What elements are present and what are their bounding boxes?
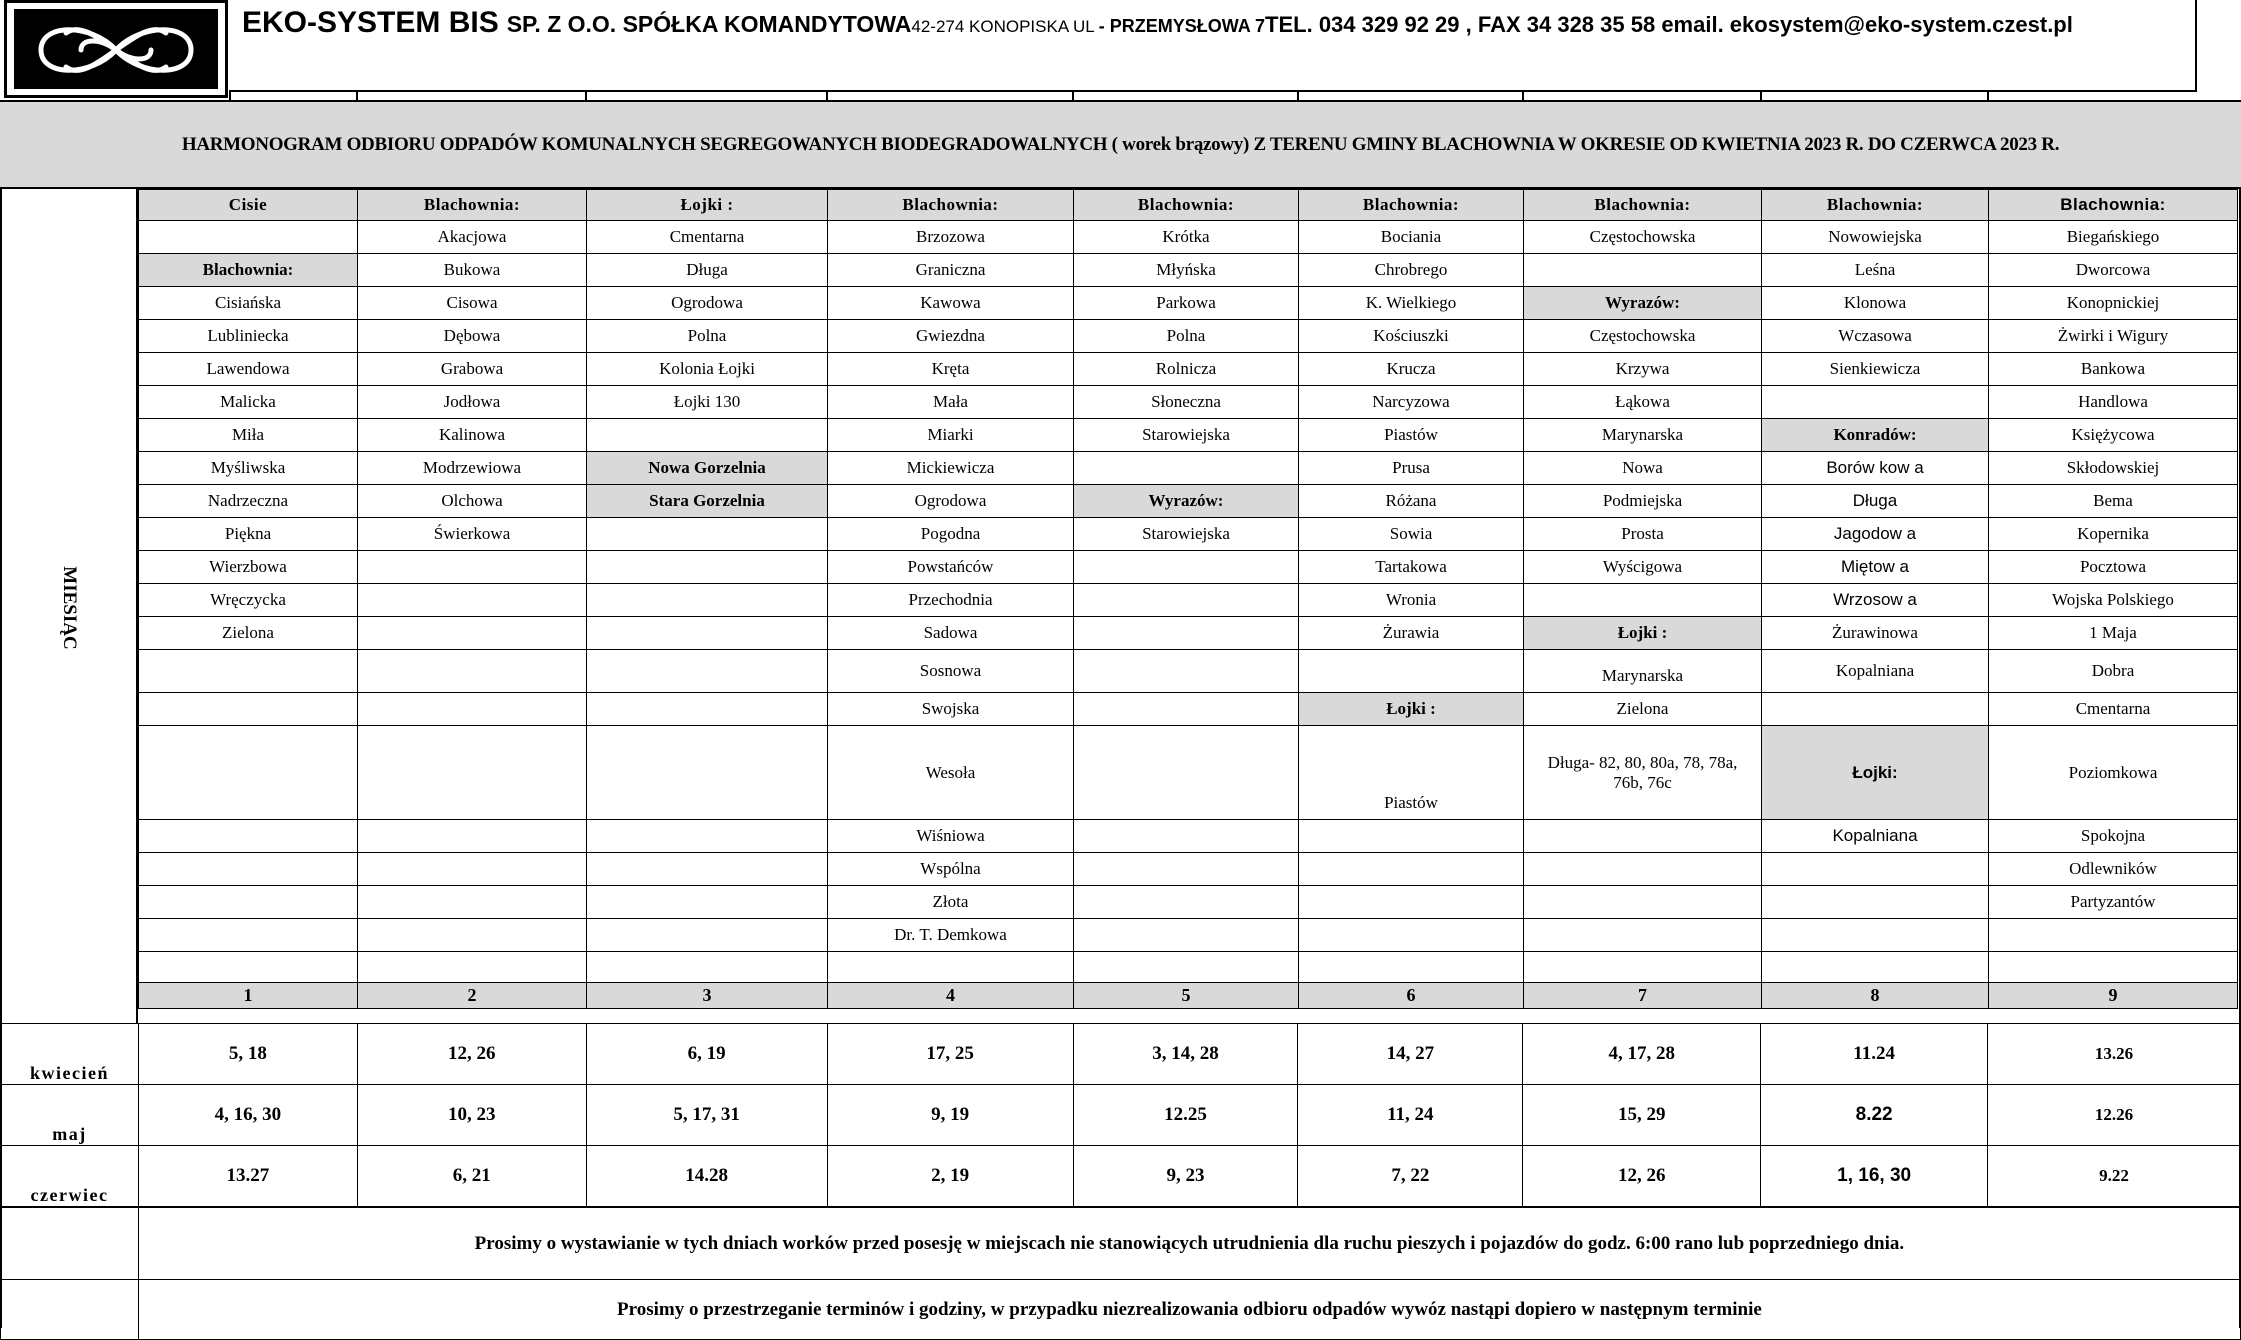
street-cell xyxy=(1762,952,1989,983)
street-cell: Dębowa xyxy=(358,320,587,353)
note-spacer-cell xyxy=(1,1208,139,1280)
collection-dates-cell: 9.22 xyxy=(1988,1146,2241,1207)
street-cell: Kolonia Łojki xyxy=(587,353,828,386)
column-number-cell: 3 xyxy=(587,983,828,1009)
collection-dates-cell: 14.28 xyxy=(586,1146,827,1207)
street-cell: Złota xyxy=(828,886,1074,919)
street-cell: Swojska xyxy=(828,693,1074,726)
month-column-label: MIESIĄC xyxy=(59,566,80,650)
street-cell xyxy=(587,853,828,886)
street-cell: Krucza xyxy=(1299,353,1524,386)
street-cell: Stara Gorzelnia xyxy=(587,485,828,518)
street-cell: Piastów xyxy=(1299,419,1524,452)
street-row xyxy=(139,820,2238,853)
street-cell xyxy=(587,650,828,693)
street-cell: Miętow a xyxy=(1762,551,1989,584)
letterhead xyxy=(0,0,2241,100)
street-cell: Grabowa xyxy=(358,353,587,386)
street-cell: Sienkiewicza xyxy=(1762,353,1989,386)
street-cell xyxy=(1299,650,1524,693)
street-cell: Nowa xyxy=(1524,452,1762,485)
street-row xyxy=(139,919,2238,952)
street-cell: Modrzewiowa xyxy=(358,452,587,485)
street-cell: Krzywa xyxy=(1524,353,1762,386)
street-cell: Dr. T. Demkowa xyxy=(828,919,1074,952)
collection-dates-cell: 4, 17, 28 xyxy=(1523,1024,1761,1085)
street-cell: Poziomkowa xyxy=(1989,726,2238,820)
street-cell: Rolnicza xyxy=(1074,353,1299,386)
street-cell: Olchowa xyxy=(358,485,587,518)
note-placement: Prosimy o wystawianie w tych dniach worków przed posesję w miejscach nie stanowiących utrudnienia dla ruchu pieszych i pojazdów do godz. 6:00 rano lub poprzedniego dnia. xyxy=(138,1208,2240,1280)
company-address: 42-274 KONOPISKA UL xyxy=(911,17,1095,36)
street-cell xyxy=(358,952,587,983)
street-cell: Ogrodowa xyxy=(828,485,1074,518)
street-cell xyxy=(1074,820,1299,853)
street-row xyxy=(139,221,2238,254)
street-cell: Prosta xyxy=(1524,518,1762,551)
street-cell xyxy=(358,726,587,820)
street-cell: Wspólna xyxy=(828,853,1074,886)
street-cell: Cmentarna xyxy=(587,221,828,254)
street-cell: Młyńska xyxy=(1074,254,1299,287)
street-cell: Podmiejska xyxy=(1524,485,1762,518)
street-cell xyxy=(1762,919,1989,952)
street-cell: Kościuszki xyxy=(1299,320,1524,353)
street-cell xyxy=(1762,386,1989,419)
street-cell: Partyzantów xyxy=(1989,886,2238,919)
month-name: czerwiec xyxy=(1,1146,139,1207)
street-cell xyxy=(1074,584,1299,617)
collection-dates-cell: 5, 17, 31 xyxy=(586,1085,827,1146)
street-cell xyxy=(139,952,358,983)
street-cell: Wyrazów: xyxy=(1074,485,1299,518)
street-row xyxy=(139,952,2238,983)
company-legal-form: SP. Z O.O. SPÓŁKA KOMANDYTOWA xyxy=(506,11,912,37)
street-cell: Biegańskiego xyxy=(1989,221,2238,254)
street-cell: Blachownia: xyxy=(139,254,358,287)
street-cell xyxy=(1524,886,1762,919)
street-cell xyxy=(587,584,828,617)
schedule-title-band xyxy=(0,100,2241,189)
street-cell: Wyścigowa xyxy=(1524,551,1762,584)
area-header-cell: Blachownia: xyxy=(1074,190,1299,221)
collection-dates-cell: 12, 26 xyxy=(357,1024,586,1085)
street-cell: Starowiejska xyxy=(1074,419,1299,452)
collection-dates-cell: 13.26 xyxy=(1988,1024,2241,1085)
area-header-cell: Blachownia: xyxy=(1524,190,1762,221)
street-cell: Borów kow a xyxy=(1762,452,1989,485)
street-cell: Odlewników xyxy=(1989,853,2238,886)
note-row xyxy=(1,1208,2241,1280)
street-cell: Mała xyxy=(828,386,1074,419)
street-cell: Wojska Polskiego xyxy=(1989,584,2238,617)
street-cell: Długa xyxy=(1762,485,1989,518)
area-header-cell: Blachownia: xyxy=(1299,190,1524,221)
street-cell: Sosnowa xyxy=(828,650,1074,693)
note-deadlines: Prosimy o przestrzeganie terminów i godziny, w przypadku niezrealizowania odbioru odpadów wywóz nastąpi dopiero w następnym terminie xyxy=(138,1280,2240,1340)
notes-table xyxy=(0,1207,2241,1340)
street-cell: Malicka xyxy=(139,386,358,419)
street-cell xyxy=(358,551,587,584)
street-cell xyxy=(1524,820,1762,853)
street-cell: Żwirki i Wigury xyxy=(1989,320,2238,353)
street-cell: Kalinowa xyxy=(358,419,587,452)
street-cell: Zielona xyxy=(1524,693,1762,726)
street-cell xyxy=(1074,952,1299,983)
collection-dates-cell: 6, 19 xyxy=(586,1024,827,1085)
collection-dates-cell: 1, 16, 30 xyxy=(1761,1146,1988,1207)
street-cell xyxy=(1074,726,1299,820)
area-header-cell: Blachownia: xyxy=(1762,190,1989,221)
street-cell: Parkowa xyxy=(1074,287,1299,320)
street-cell: Brzozowa xyxy=(828,221,1074,254)
street-cell: Miła xyxy=(139,419,358,452)
month-row xyxy=(1,1085,2241,1146)
company-logo xyxy=(4,0,228,98)
street-cell: Łojki : xyxy=(1299,693,1524,726)
street-cell: Graniczna xyxy=(828,254,1074,287)
column-number-cell: 1 xyxy=(139,983,358,1009)
street-cell: Akacjowa xyxy=(358,221,587,254)
street-cell xyxy=(587,551,828,584)
street-cell xyxy=(1299,952,1524,983)
company-info-line xyxy=(242,6,2192,46)
street-cell: Długa- 82, 80, 80a, 78, 78a, 76b, 76c xyxy=(1524,726,1762,820)
street-cell: Częstochowska xyxy=(1524,221,1762,254)
street-cell: Prusa xyxy=(1299,452,1524,485)
street-cell: Jodłowa xyxy=(358,386,587,419)
month-row xyxy=(1,1146,2241,1207)
street-cell: Klonowa xyxy=(1762,287,1989,320)
column-number-cell: 5 xyxy=(1074,983,1299,1009)
street-cell xyxy=(1299,886,1524,919)
street-cell xyxy=(1524,584,1762,617)
collection-dates-cell: 5, 18 xyxy=(138,1024,357,1085)
street-cell: Cisiańska xyxy=(139,287,358,320)
street-cell: Kopalniana xyxy=(1762,650,1989,693)
street-cell: Nadrzeczna xyxy=(139,485,358,518)
street-row xyxy=(139,584,2238,617)
street-cell xyxy=(1989,919,2238,952)
note-spacer-cell xyxy=(1,1280,139,1340)
street-cell xyxy=(139,693,358,726)
street-row xyxy=(139,419,2238,452)
street-cell: Łojki 130 xyxy=(587,386,828,419)
street-cell: Długa xyxy=(587,254,828,287)
street-cell: Bankowa xyxy=(1989,353,2238,386)
knot-logo-icon xyxy=(21,13,211,87)
street-cell: Polna xyxy=(587,320,828,353)
street-cell: Łąkowa xyxy=(1524,386,1762,419)
street-cell: Mickiewicza xyxy=(828,452,1074,485)
street-cell: Cisowa xyxy=(358,287,587,320)
street-cell xyxy=(139,853,358,886)
street-cell: Zielona xyxy=(139,617,358,650)
collection-dates-cell: 8.22 xyxy=(1761,1085,1988,1146)
street-row xyxy=(139,386,2238,419)
street-cell: Pogodna xyxy=(828,518,1074,551)
street-cell: Cmentarna xyxy=(1989,693,2238,726)
street-cell: Lubliniecka xyxy=(139,320,358,353)
street-cell: Leśna xyxy=(1762,254,1989,287)
collection-dates-cell: 14, 27 xyxy=(1298,1024,1523,1085)
collection-dates-table xyxy=(0,1023,2241,1207)
street-cell xyxy=(1074,693,1299,726)
street-cell: Dworcowa xyxy=(1989,254,2238,287)
street-cell: Jagodow a xyxy=(1762,518,1989,551)
street-cell: Lawendowa xyxy=(139,353,358,386)
street-cell xyxy=(1762,886,1989,919)
street-cell: Marynarska xyxy=(1524,419,1762,452)
street-cell xyxy=(1524,952,1762,983)
street-cell: Żurawinowa xyxy=(1762,617,1989,650)
collection-dates-cell: 13.27 xyxy=(138,1146,357,1207)
month-name: maj xyxy=(1,1085,139,1146)
street-cell xyxy=(1299,919,1524,952)
street-cell: Piękna xyxy=(139,518,358,551)
street-cell: 1 Maja xyxy=(1989,617,2238,650)
street-cell: Bukowa xyxy=(358,254,587,287)
collection-dates-cell: 3, 14, 28 xyxy=(1073,1024,1298,1085)
street-cell xyxy=(587,518,828,551)
street-cell: Sadowa xyxy=(828,617,1074,650)
street-cell xyxy=(358,693,587,726)
street-row xyxy=(139,726,2238,820)
street-cell: Gwiezdna xyxy=(828,320,1074,353)
street-cell: Nowowiejska xyxy=(1762,221,1989,254)
street-cell xyxy=(358,820,587,853)
header-column-ticks xyxy=(229,92,2197,100)
street-cell: Nowa Gorzelnia xyxy=(587,452,828,485)
street-cell xyxy=(1524,919,1762,952)
street-cell xyxy=(358,650,587,693)
collection-dates-cell: 6, 21 xyxy=(357,1146,586,1207)
street-cell xyxy=(828,952,1074,983)
collection-dates-cell: 10, 23 xyxy=(357,1085,586,1146)
street-row xyxy=(139,693,2238,726)
street-row xyxy=(139,320,2238,353)
company-address-street: - PRZEMYSŁOWA 7 xyxy=(1098,16,1266,36)
street-row xyxy=(139,650,2238,693)
street-cell: Wrzosow a xyxy=(1762,584,1989,617)
street-cell xyxy=(1074,551,1299,584)
column-number-row xyxy=(139,983,2238,1009)
collection-dates-cell: 9, 23 xyxy=(1073,1146,1298,1207)
street-cell: Konopnickiej xyxy=(1989,287,2238,320)
street-cell: Skłodowskiej xyxy=(1989,452,2238,485)
street-cell: Kręta xyxy=(828,353,1074,386)
month-row xyxy=(1,1024,2241,1085)
street-cell xyxy=(587,886,828,919)
street-cell: Ogrodowa xyxy=(587,287,828,320)
street-cell xyxy=(1762,853,1989,886)
street-cell: Łojki: xyxy=(1762,726,1989,820)
schedule-title: HARMONOGRAM ODBIORU ODPADÓW KOMUNALNYCH SEGREGOWANYCH BIODEGRADOWALNYCH ( worek brązowy) Z TERENU GMINY BLACHOWNIA W OKRESIE OD KWIETNIA 2023 R. DO CZERWCA 2023 R. xyxy=(181,133,2060,155)
street-cell: Dobra xyxy=(1989,650,2238,693)
street-cell: Kopalniana xyxy=(1762,820,1989,853)
street-cell: Krótka xyxy=(1074,221,1299,254)
street-cell xyxy=(1524,853,1762,886)
note-row xyxy=(1,1280,2241,1340)
column-number-cell: 2 xyxy=(358,983,587,1009)
street-cell xyxy=(139,650,358,693)
street-cell xyxy=(139,919,358,952)
street-cell xyxy=(587,952,828,983)
collection-dates-cell: 4, 16, 30 xyxy=(138,1085,357,1146)
column-number-cell: 7 xyxy=(1524,983,1762,1009)
street-header-row xyxy=(139,190,2238,221)
street-cell xyxy=(587,726,828,820)
street-cell xyxy=(1074,886,1299,919)
company-name: EKO-SYSTEM BIS xyxy=(242,6,499,39)
street-cell xyxy=(1989,952,2238,983)
street-cell: Powstańców xyxy=(828,551,1074,584)
street-cell: Przechodnia xyxy=(828,584,1074,617)
street-cell: Słoneczna xyxy=(1074,386,1299,419)
street-cell: Kawowa xyxy=(828,287,1074,320)
street-cell xyxy=(139,726,358,820)
column-number-cell: 4 xyxy=(828,983,1074,1009)
collection-dates-cell: 7, 22 xyxy=(1298,1146,1523,1207)
street-cell xyxy=(358,853,587,886)
collection-dates-cell: 12.25 xyxy=(1073,1085,1298,1146)
street-cell: Spokojna xyxy=(1989,820,2238,853)
street-cell: Handlowa xyxy=(1989,386,2238,419)
month-name: kwiecień xyxy=(1,1024,139,1085)
collection-dates-cell: 11.24 xyxy=(1761,1024,1988,1085)
collection-dates-cell: 9, 19 xyxy=(827,1085,1073,1146)
street-row xyxy=(139,886,2238,919)
area-header-cell: Blachownia: xyxy=(358,190,587,221)
street-cell xyxy=(1074,853,1299,886)
column-number-cell: 9 xyxy=(1989,983,2238,1009)
street-row xyxy=(139,518,2238,551)
street-cell xyxy=(358,617,587,650)
street-row xyxy=(139,485,2238,518)
collection-dates-cell: 11, 24 xyxy=(1298,1085,1523,1146)
street-cell xyxy=(1299,820,1524,853)
street-row xyxy=(139,254,2238,287)
street-cell: Sowia xyxy=(1299,518,1524,551)
street-cell xyxy=(139,221,358,254)
street-cell: Kopernika xyxy=(1989,518,2238,551)
street-row xyxy=(139,353,2238,386)
street-cell: Piastów xyxy=(1299,726,1524,820)
company-contact: TEL. 034 329 92 29 , FAX 34 328 35 58 email. ekosystem@eko-system.czest.pl xyxy=(1265,12,2073,37)
collection-dates-cell: 12.26 xyxy=(1988,1085,2241,1146)
column-number-cell: 8 xyxy=(1762,983,1989,1009)
street-cell: Miarki xyxy=(828,419,1074,452)
street-cell xyxy=(1074,650,1299,693)
column-number-cell: 6 xyxy=(1299,983,1524,1009)
area-header-cell: Łojki : xyxy=(587,190,828,221)
collection-dates-cell: 15, 29 xyxy=(1523,1085,1761,1146)
street-cell: Myśliwska xyxy=(139,452,358,485)
street-cell: Różana xyxy=(1299,485,1524,518)
street-cell: Wierzbowa xyxy=(139,551,358,584)
streets-table xyxy=(138,189,2238,1009)
area-header-cell: Blachownia: xyxy=(828,190,1074,221)
street-cell: Polna xyxy=(1074,320,1299,353)
street-cell xyxy=(1299,853,1524,886)
street-cell xyxy=(358,584,587,617)
street-row xyxy=(139,551,2238,584)
street-cell: Wiśniowa xyxy=(828,820,1074,853)
street-cell xyxy=(1762,693,1989,726)
street-cell: Starowiejska xyxy=(1074,518,1299,551)
street-cell xyxy=(1074,617,1299,650)
street-cell xyxy=(139,820,358,853)
street-cell xyxy=(587,820,828,853)
street-cell: Księżycowa xyxy=(1989,419,2238,452)
street-cell: Wesoła xyxy=(828,726,1074,820)
street-cell: Bociania xyxy=(1299,221,1524,254)
street-cell: Wręczycka xyxy=(139,584,358,617)
street-row xyxy=(139,287,2238,320)
street-row xyxy=(139,452,2238,485)
street-cell xyxy=(587,693,828,726)
street-cell xyxy=(587,919,828,952)
street-cell xyxy=(358,886,587,919)
street-cell: Pocztowa xyxy=(1989,551,2238,584)
street-cell: Wczasowa xyxy=(1762,320,1989,353)
street-cell: Konradów: xyxy=(1762,419,1989,452)
street-cell: Bema xyxy=(1989,485,2238,518)
street-cell xyxy=(587,617,828,650)
collection-dates-cell: 17, 25 xyxy=(827,1024,1073,1085)
street-cell: Marynarska xyxy=(1524,650,1762,693)
street-cell xyxy=(358,919,587,952)
street-cell: Wyrazów: xyxy=(1524,287,1762,320)
street-cell: Wronia xyxy=(1299,584,1524,617)
street-cell: K. Wielkiego xyxy=(1299,287,1524,320)
street-cell: Tartakowa xyxy=(1299,551,1524,584)
street-cell: Narcyzowa xyxy=(1299,386,1524,419)
street-cell xyxy=(587,419,828,452)
collection-dates-cell: 12, 26 xyxy=(1523,1146,1761,1207)
area-header-cell: Cisie xyxy=(139,190,358,221)
area-header-cell: Blachownia: xyxy=(1989,190,2238,221)
street-cell: Świerkowa xyxy=(358,518,587,551)
street-cell: Łojki : xyxy=(1524,617,1762,650)
street-cell xyxy=(1074,452,1299,485)
street-cell xyxy=(1524,254,1762,287)
street-cell: Chrobrego xyxy=(1299,254,1524,287)
street-row xyxy=(139,617,2238,650)
collection-dates-cell: 2, 19 xyxy=(827,1146,1073,1207)
street-cell xyxy=(1074,919,1299,952)
street-row xyxy=(139,853,2238,886)
street-cell: Częstochowska xyxy=(1524,320,1762,353)
street-cell: Żurawia xyxy=(1299,617,1524,650)
street-cell xyxy=(139,886,358,919)
